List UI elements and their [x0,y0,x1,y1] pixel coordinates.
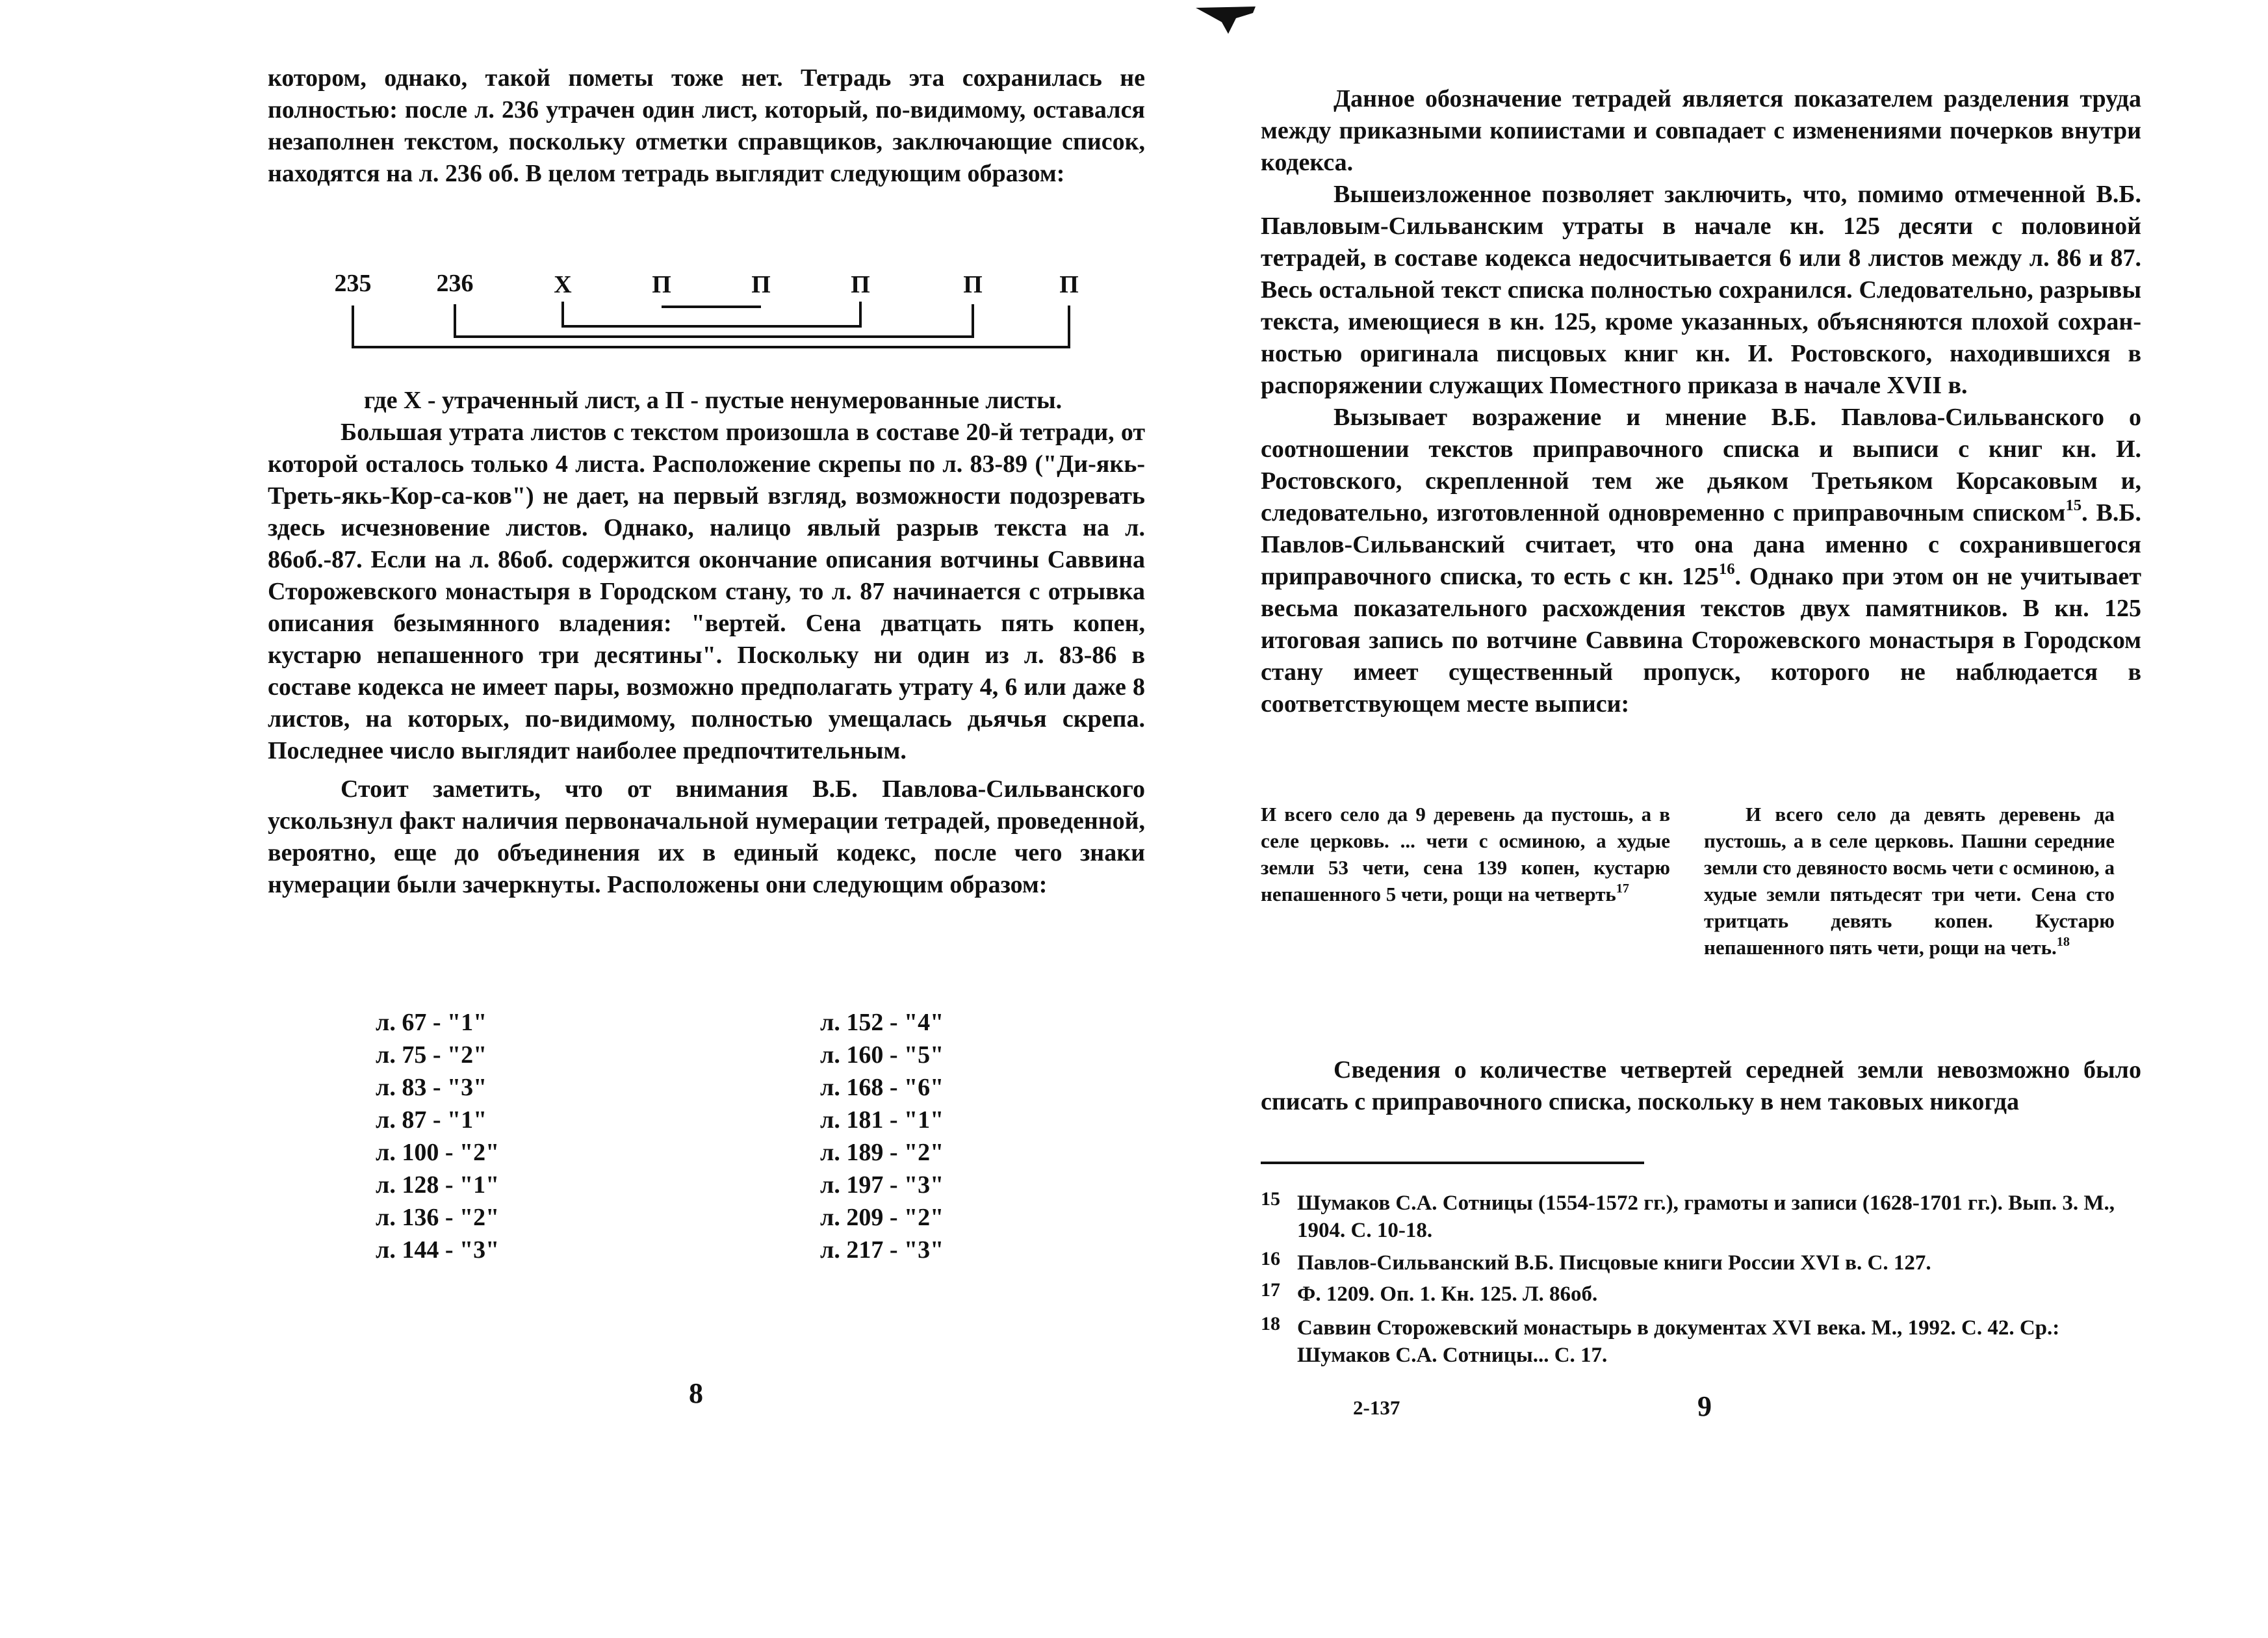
bracket-outer-left [352,306,354,348]
footnote-ref-17[interactable]: 17 [1616,881,1629,896]
footnote-number: 17 [1261,1279,1280,1301]
numbering-entry: л. 168 - "6" [820,1074,944,1101]
bracket-outer-base [352,346,1070,348]
footnote-17 [1261,1280,2145,1308]
footnote-number: 18 [1261,1313,1280,1334]
footnote-ref-18[interactable]: 18 [2056,934,2070,949]
diagram-label-blank: П [1059,271,1079,298]
bracket-pair-bar [662,306,761,308]
bracket-inner-right [859,302,862,328]
numbering-entry: л. 67 - "1" [376,1009,487,1036]
footnote-text: Павлов-Сильванский В.Б. Писцовые книги России XVI в. С. 127. [1297,1251,1931,1275]
numbering-entry: л. 209 - "2" [820,1204,944,1231]
bracket-mid-right [972,304,974,338]
footnote-text: Ф. 1209. Оп. 1. Кн. 125. Л. 86об. [1297,1282,1598,1306]
page-number-right: 9 [1697,1390,1712,1422]
right-paragraph-2: Вышеизложенное позволяет заключить, что, помимо отмеченной В.Б. Павловым-Сильванским утраты в начале кн. 125 десяти с половиной тетрадей, в составе кодекса недосчитывается 6 или 8 листов между л. 86 и 87. Весь остальной текст списка полностью сохранился. Следовательно, разрывы текста, имеющиеся в кн. 125, кроме указанных, объясняются плохой сохран-ностью оригинала писцовых книг кн. И. Ростовского, находившихся в распоряжении служащих Поместного приказа в начале XVII в. [1261,181,2141,399]
comparison-extract [1704,801,2115,961]
numbering-entry: л. 217 - "3" [820,1236,944,1264]
numbering-list-right [820,1006,944,1266]
numbering-entry: л. 160 - "5" [820,1041,944,1069]
footnote-15 [1261,1190,2145,1244]
footnote-text: Саввин Сторожевский монастырь в документах XVI века. М., 1992. С. 42. Ср.: Шумаков С.А. Сотницы... С. 17. [1297,1316,2060,1367]
numbering-entry: л. 87 - "1" [376,1106,487,1134]
diagram-legend: где X - утраченный лист, а П - пустые ненумерованные листы. [364,387,1063,414]
right-paragraph-4: Сведения о количестве четвертей середней земли невозможно было списать с приправочного списка, поскольку в нем таковых никогда [1261,1056,2141,1115]
footnote-16 [1261,1249,2145,1277]
right-paragraph-3 [1261,402,2141,720]
bracket-mid-base [454,335,974,338]
numbering-entry: л. 75 - "2" [376,1041,487,1069]
numbering-entry: л. 152 - "4" [820,1009,944,1036]
left-paragraph-3: Стоит заметить, что от внимания В.Б. Павлова-Сильванского ускользнул факт наличия первоначальной нумерации тетрадей, проведенной, вероятно, еще до объединения их в единый кодекс, после чего знаки нумерации были зачеркнуты. Расположены они следующим образом: [268,775,1145,898]
right-closing-text [1261,1054,2141,1118]
numbering-entry: л. 136 - "2" [376,1204,500,1231]
comparison-book-125 [1261,801,1670,907]
bracket-outer-right [1068,306,1070,348]
diagram-label-lost-leaf: X [554,271,572,298]
left-paragraph-1: котором, однако, такой пометы тоже нет. Тетрадь эта сохранилась не полностью: после л. 236 утрачен один лист, который, по-видимому, оставался незаполнен текстом, поскольку отметки справщиков, заключающие список, находятся на л. 236 об. В целом тетрадь выглядит следующим образом: [268,64,1145,187]
footnote-ref-15[interactable]: 15 [2065,496,2082,514]
footnote-ref-16[interactable]: 16 [1718,560,1735,578]
numbering-entry: л. 100 - "2" [376,1139,500,1166]
numbering-entry: л. 181 - "1" [820,1106,944,1134]
footnote-number: 15 [1261,1188,1280,1210]
right-paragraph-3-part-b: . В.Б. Павлов-Сильванский считает, что она дана именно с сохранившегося приправочного списка, то есть с кн. 125 [1261,499,2142,590]
diagram-label-236: 236 [436,270,474,297]
numbering-entry: л. 144 - "3" [376,1236,500,1264]
footnote-separator [1261,1162,1644,1164]
footnote-18 [1261,1314,2145,1369]
numbering-entry: л. 128 - "1" [376,1171,500,1199]
diagram-label-235: 235 [334,270,372,297]
comparison-extract-text: И всего село да девять деревень да пустошь, а в селе церковь. Пашни середние земли сто девяносто восмь чети с осминою, а худые земли пятьдесят три чети. Сена сто тритцать девять копен. Кустарю непашенного пять чети, рощи на четь. [1704,803,2115,959]
bracket-inner-left [561,302,564,328]
numbering-entry: л. 189 - "2" [820,1139,944,1166]
comparison-book-125-text: И всего село да 9 деревень да пустошь, а в селе церковь. ... чети с осминою, а худые земли 53 чети, сена 139 копен, кустарю непашенного 5 чети, рощи на четверть [1261,803,1670,905]
right-paragraph-3-part-a: Вызывает возражение и мнение В.Б. Павлова-Сильванского о соотношении текстов приправочного списка и выписи с книг кн. И. Ростовского, скрепленной тем же дьяком Третьяком Корсаковым и, следовательно, изготовленной одновременно с приправочным списком [1261,404,2141,526]
bracket-inner-base [561,325,862,328]
right-paragraph-3-part-c: . Однако при этом он не учитывает весьма показательного расхождения текстов двух памятников. В кн. 125 итоговая запись по вотчине Саввина Сторожевского монастыря в Городском стану имеет существенный пропуск, которого не наблюдается в соответствующем месте выписи: [1261,563,2141,718]
bracket-mid-left [454,304,456,338]
right-paragraph-1: Данное обозначение тетрадей является показателем разделения труда между приказными копиистами и совпадает с изменениями почерков внутри кодекса. [1261,85,2141,176]
left-main-text [268,385,1145,901]
numbering-list-left [376,1006,499,1266]
right-main-text [1261,83,2141,720]
footnote-number: 16 [1261,1248,1280,1269]
diagram-label-blank: П [652,271,671,298]
left-intro-text [268,62,1145,190]
numbering-entry: л. 197 - "3" [820,1171,944,1199]
diagram-label-blank: П [751,271,771,298]
printer-signature: 2-137 [1353,1396,1400,1419]
numbering-entry: л. 83 - "3" [376,1074,487,1101]
left-paragraph-2: Большая утрата листов с текстом произошла в составе 20-й тетради, от которой осталось только 4 листа. Расположение скрепы по л. 83-89 ("Ди-якь-Треть-якь-Кор-са-ков") не дает, на первый взгляд, возможности подозревать здесь исчезновение листов. Однако, налицо явлый разрыв текста на л. 86об.-87. Если на л. 86об. содержится окончание описания вотчины Саввина Сторожевского монастыря в Городском стану, то л. 87 начинается с отрывка описания безымянного владения: "вертей. Сена дватцать пять копен, кустарю непашенного три десятины". Поскольку ни один из л. 83-86 в составе кодекса не имеет пары, возможно предполагать утрату 4, 6 или даже 8 листов, на которых, по-видимому, полностью умещалась дьячья скрепа. Последнее число выглядит наиболее предпочтительным. [268,419,1145,764]
diagram-label-blank: П [851,271,870,298]
footnote-text: Шумаков С.А. Сотницы (1554-1572 гг.), грамоты и записи (1628-1701 гг.). Вып. 3. М., 1904. С. 10-18. [1297,1191,2115,1242]
page-number-left: 8 [689,1377,703,1409]
binding-mark-icon [1191,3,1262,42]
diagram-label-blank: П [963,271,983,298]
